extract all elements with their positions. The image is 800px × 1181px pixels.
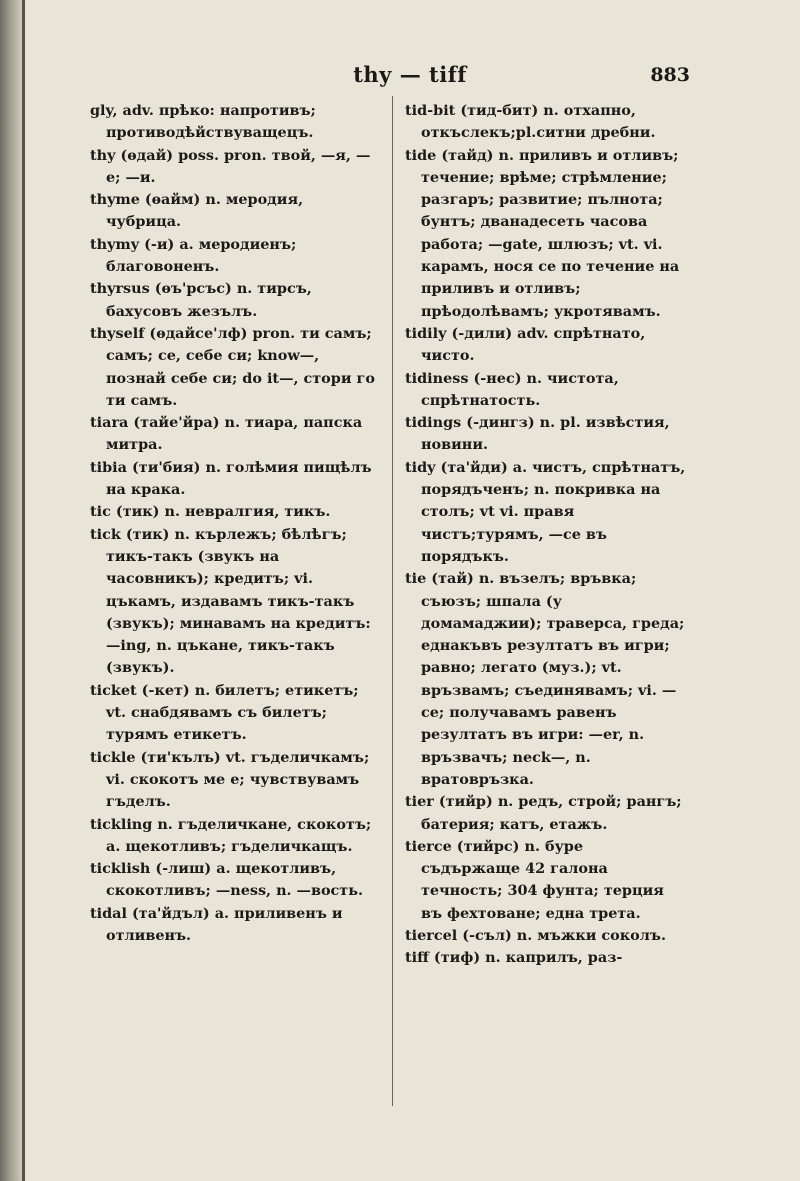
dictionary-entry: ticklish (-лиш) a. щекотливъ, скокотливъ; —ness, n. —вость. — [90, 860, 364, 900]
dictionary-entry: thyrsus (ѳъ'рсъс) n. тирсъ, бахусовъ жезълъ. — [90, 280, 312, 320]
dictionary-entry: thy (ѳдай) poss. pron. твой, —я, —е; —и. — [90, 146, 371, 186]
dictionary-entry: tick (тик) n. кърлежъ; бѣлѣгъ; тикъ-такъ (звукъ на часовникъ); кредитъ; vi. цъкамъ, издавамъ тикъ-такъ (звукъ); минавамъ на кредитъ: —ing, n. цъкане, тикъ-такъ (звукъ). — [90, 525, 371, 677]
dictionary-entry: tie (тай) n. възелъ; връвка; съюзъ; шпала (у домамаджии); траверса, греда; еднакъвъ резултатъ въ игри; равно; легато (муз.); vt. връзвамъ; съединявамъ; vi. —се; получавамъ равенъ резултатъ въ игри: —er, n. връзвачъ; neck—, n. вратовръзка. — [405, 570, 685, 788]
dictionary-entry: thymy (-и) a. меродиенъ; благовоненъ. — [90, 235, 297, 276]
dictionary-entry: thyme (ѳайм) n. меродия, чубрица. — [90, 191, 304, 231]
dictionary-entry: tic (тик) n. невралгия, тикъ. — [90, 503, 331, 521]
dictionary-entry: tier (тийр) n. редъ, строй; рангъ; батерия; катъ, етажъ. — [405, 793, 682, 833]
book-gutter — [0, 0, 22, 1181]
dictionary-entry: tierce (тийрс) n. буре съдържаще 42 галона течность; 304 фунта; терция въ фехтоване; една трета. — [405, 837, 664, 922]
dictionary-entry: ticket (-кет) n. билетъ; етикетъ; vt. снабдявамъ съ билетъ; турямъ етикетъ. — [90, 681, 359, 744]
dictionary-entry: tidy (та'йди) a. чистъ, спрѣтнатъ, порядъченъ; n. покривка на столъ; vt vi. правя чистъ;турямъ, —се въ порядъкъ. — [405, 458, 686, 565]
dictionary-entry: tidiness (-нес) n. чистота, спрѣтнатость. — [405, 369, 619, 409]
dictionary-entry: tid-bit (тид-бит) n. отхапно, откъслекъ;pl.ситни дребни. — [405, 102, 656, 142]
dictionary-entry: thyself (ѳдайсе'лф) pron. ти самъ; самъ; се, себе си; know—, познай себе си; do it—, стори го ти самъ. — [90, 324, 375, 409]
dictionary-entry: tiercel (-съл) n. мъжки соколъ. — [405, 926, 666, 944]
gutter-edge — [22, 0, 25, 1181]
dictionary-entry: tickle (ти'кълъ) vt. гъделичкамъ; vi. скокотъ ме е; чувствувамъ гъделъ. — [90, 748, 370, 811]
dictionary-entry: tidings (-дингз) n. pl. извѣстия, новини. — [405, 414, 670, 454]
right-column — [405, 100, 687, 970]
running-head: thy — tiff — [353, 62, 467, 87]
dictionary-entry: tiff (тиф) n. каприлъ, раз- — [405, 949, 623, 967]
dictionary-entry: tidily (-дили) adv. спрѣтнато, чисто. — [405, 324, 646, 365]
column-divider — [392, 96, 393, 1106]
left-column — [90, 100, 380, 947]
dictionary-entry: tickling n. гъделичкане, скокотъ; a. щекотливъ; гъделичкащъ. — [90, 815, 372, 855]
dictionary-entry: tibia (ти'бия) n. голѣмия пищѣлъ на крака. — [90, 458, 372, 499]
dictionary-entry: gly, adv. прѣко: напротивъ; противодѣйствуващецъ. — [90, 102, 316, 142]
page-number: 883 — [650, 64, 690, 86]
page-header — [30, 62, 790, 92]
dictionary-entry: tiara (тайе'йра) n. тиара, папска митра. — [90, 414, 363, 454]
dictionary-entry: tide (тайд) n. приливъ и отливъ; течение; врѣме; стрѣмление; разгаръ; развитие; пълнота; бунтъ; дванадесеть часова работа; —gate, шлюзъ; vt. vi. карамъ, нося се по течение на приливъ и отливъ; прѣодолѣвамъ; укротявамъ. — [405, 146, 680, 320]
dictionary-entry: tidal (та'йдъл) a. приливенъ и отливенъ. — [90, 904, 343, 944]
